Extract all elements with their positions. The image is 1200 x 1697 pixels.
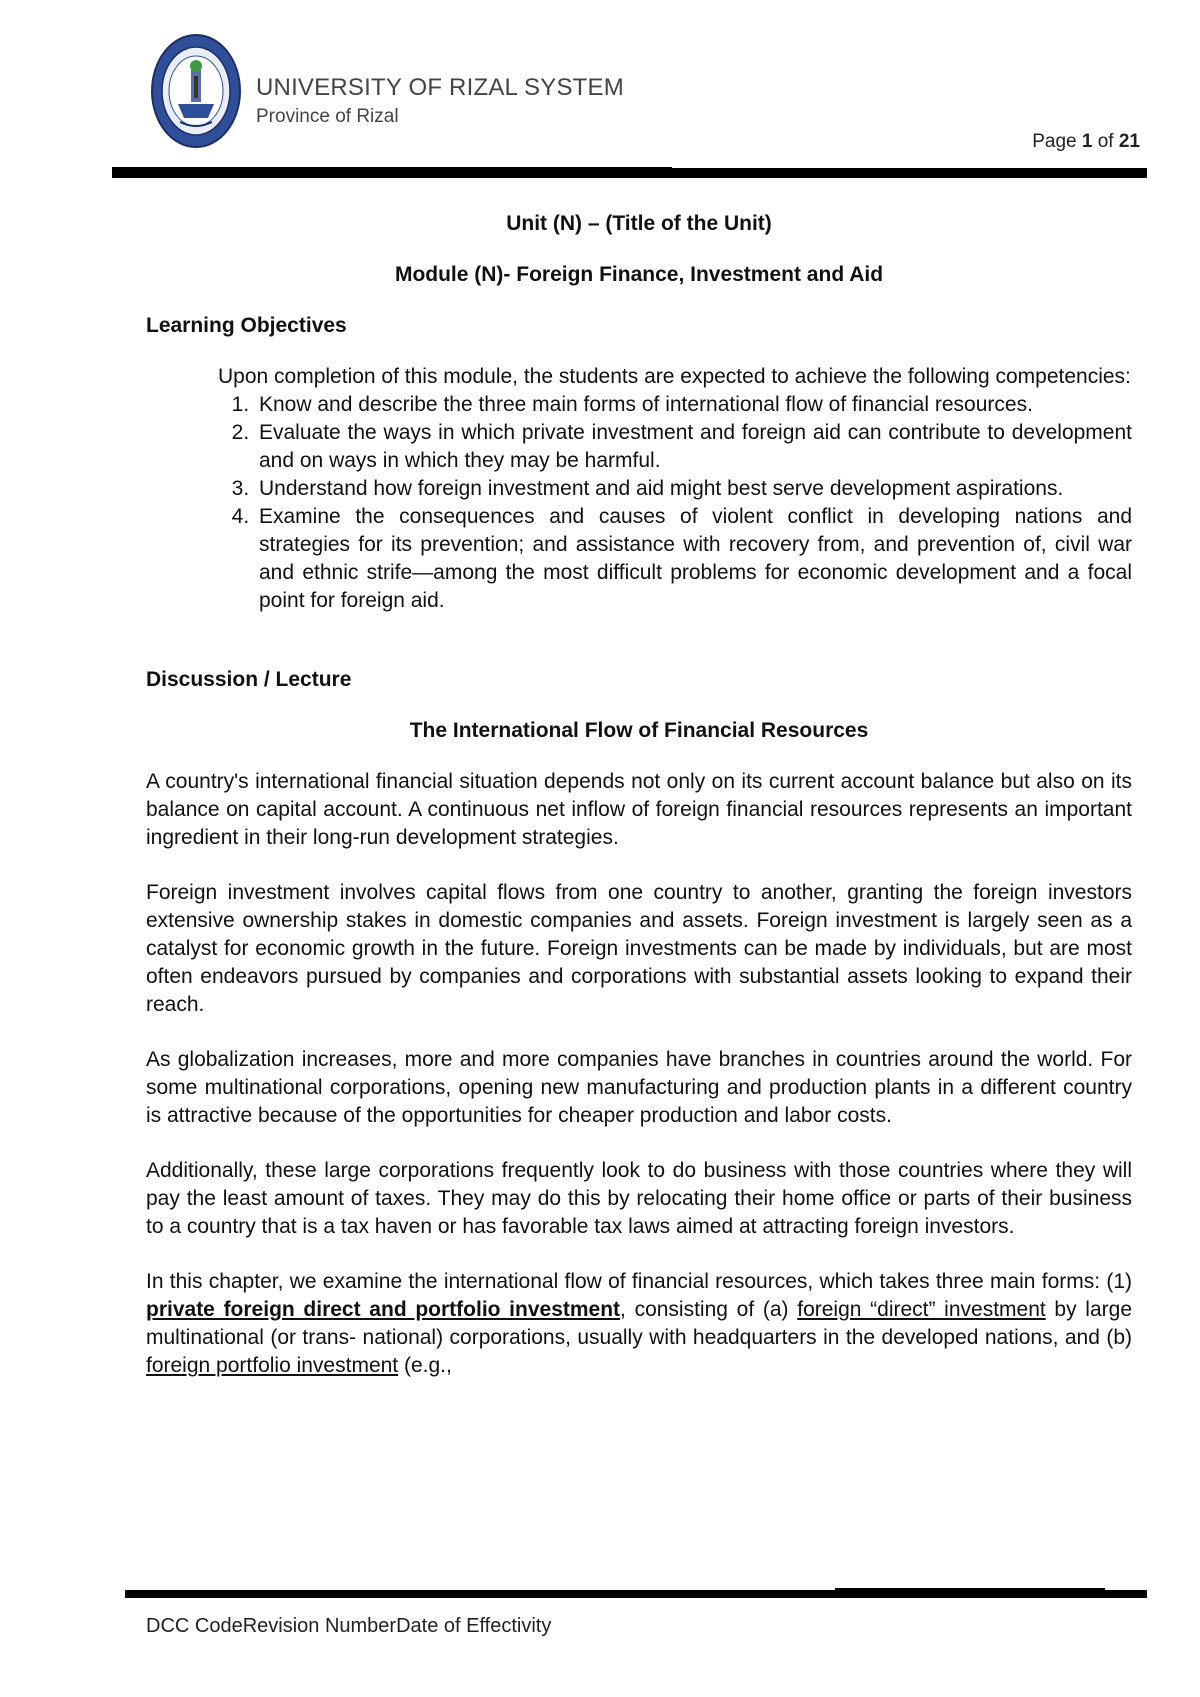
objective-item: 4. Examine the consequences and causes of violent conflict in developing nations and strategies for its prevention; and assistance with recovery from, and prevention of, civil war and ethnic strife—among the most difficult problems for economic development and a focal point for foreign aid. [255, 503, 1132, 615]
term-private-foreign-investment: private foreign direct and portfolio investment [146, 1298, 621, 1321]
footer-rule [125, 1590, 1147, 1598]
header-rule [112, 168, 1147, 178]
objective-item: 2. Evaluate the ways in which private investment and foreign aid can contribute to development and on ways in which they may be harmful. [255, 419, 1132, 475]
body-paragraph: Additionally, these large corporations frequently look to do business with those countries where they will pay the least amount of taxes. They may do this by relocating their home office or parts of their business to a country that is a tax haven or has favorable tax laws aimed at attracting foreign investors. [146, 1159, 1132, 1238]
module-title: Module (N)- Foreign Finance, Investment and Aid [394, 263, 884, 286]
discussion-heading: Discussion / Lecture [146, 668, 352, 691]
body-paragraph: Foreign investment involves capital flows from one country to another, granting the foreign investors extensive ownership stakes in domestic companies and assets. Foreign investment is largely seen as a catalyst for economic growth in the future. Foreign investments can be made by individuals, but are most often endeavors pursued by companies and corporations with substantial assets looking to expand their reach. [146, 881, 1132, 1016]
university-name: UNIVERSITY OF RIZAL SYSTEM [256, 74, 624, 101]
province-name: Province of Rizal [256, 106, 399, 127]
footer-text: DCC CodeRevision NumberDate of Effectivity [146, 1615, 552, 1637]
body-paragraph-last [146, 1268, 1132, 1380]
term-foreign-direct-investment: foreign “direct” investment [797, 1298, 1046, 1321]
page-number [1000, 131, 1140, 153]
body-paragraph: A country's international financial situation depends not only on its current account balance but also on its balance on capital account. A continuous net inflow of foreign financial resources represents an important ingredient in their long-run development strategies. [146, 770, 1132, 849]
page-label: Page [1032, 131, 1082, 152]
discussion-subtitle: The International Flow of Financial Resources [409, 719, 869, 742]
objective-item: 1. Know and describe the three main forms of international flow of financial resources. [255, 391, 1132, 419]
objectives-intro: Upon completion of this module, the students are expected to achieve the following competencies: [218, 365, 1131, 388]
objectives-list [146, 391, 1132, 615]
university-seal-icon [150, 32, 242, 150]
text-run: In this chapter, we examine the international flow of financial resources, which takes three main forms: (1) [146, 1270, 1132, 1293]
page-current: 1 [1081, 131, 1093, 152]
objective-item: 3. Understand how foreign investment and aid might best serve development aspirations. [255, 475, 1132, 503]
text-run: by large multinational (or trans- national) corporations, usually with headquarters in the developed nations, and (b) [146, 1298, 1133, 1349]
learning-objectives-heading: Learning Objectives [146, 314, 347, 337]
body-paragraph: As globalization increases, more and more companies have branches in countries around the world. For some multinational corporations, opening new manufacturing and production plants in a different country is attractive because of the opportunities for cheaper production and labor costs. [146, 1048, 1132, 1127]
text-run: , consisting of (a) [620, 1298, 798, 1321]
term-foreign-portfolio-investment: foreign portfolio investment [146, 1354, 399, 1377]
text-run: (e.g., [398, 1354, 452, 1377]
page-of: of [1092, 131, 1119, 152]
unit-title: Unit (N) – (Title of the Unit) [506, 212, 772, 235]
page-total: 21 [1118, 131, 1140, 152]
document-body [146, 210, 1132, 1380]
